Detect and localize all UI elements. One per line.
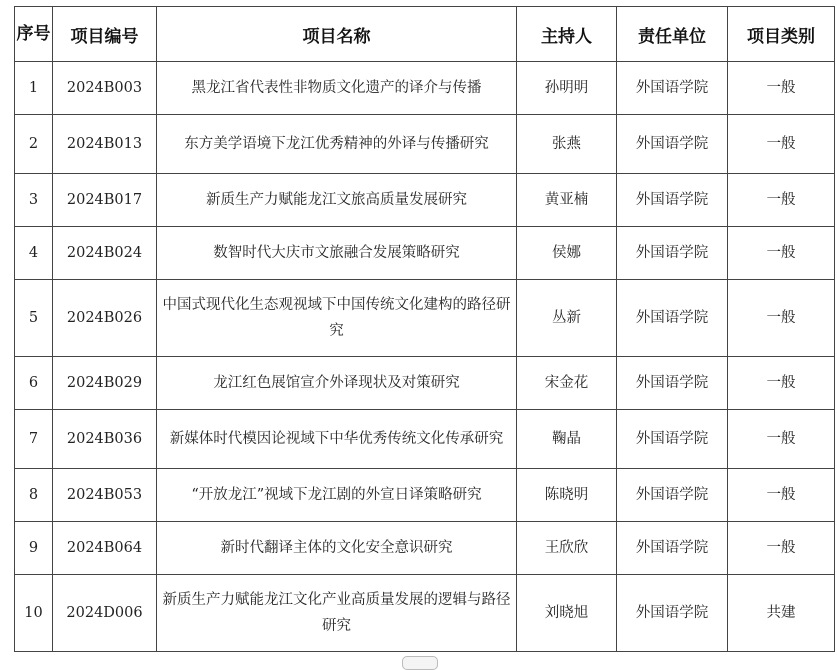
cell-name: 龙江红色展馆宣介外译现状及对策研究 (157, 357, 517, 410)
cell-name: 新质生产力赋能龙江文旅高质量发展研究 (157, 174, 517, 227)
cell-unit: 外国语学院 (617, 575, 728, 652)
header-category: 项目类别 (728, 7, 835, 62)
cell-index: 7 (15, 410, 53, 469)
table-row (15, 469, 835, 522)
cell-code: 2024B024 (53, 227, 157, 280)
cell-unit: 外国语学院 (617, 280, 728, 357)
cell-name: 中国式现代化生态观视域下中国传统文化建构的路径研究 (157, 280, 517, 357)
cell-category: 一般 (728, 62, 835, 115)
cell-name: 新时代翻译主体的文化安全意识研究 (157, 522, 517, 575)
cell-index: 6 (15, 357, 53, 410)
cell-category: 一般 (728, 174, 835, 227)
cell-index: 9 (15, 522, 53, 575)
header-host: 主持人 (517, 7, 617, 62)
table-row (15, 62, 835, 115)
cell-code: 2024B036 (53, 410, 157, 469)
cell-unit: 外国语学院 (617, 227, 728, 280)
cell-category: 一般 (728, 115, 835, 174)
cell-unit: 外国语学院 (617, 522, 728, 575)
cell-code: 2024B017 (53, 174, 157, 227)
cell-name: 黑龙江省代表性非物质文化遗产的译介与传播 (157, 62, 517, 115)
table-row (15, 280, 835, 357)
cell-host: 黄亚楠 (517, 174, 617, 227)
cell-category: 一般 (728, 469, 835, 522)
cell-index: 5 (15, 280, 53, 357)
cell-category: 一般 (728, 410, 835, 469)
cell-index: 4 (15, 227, 53, 280)
cell-index: 1 (15, 62, 53, 115)
cell-name: 新质生产力赋能龙江文化产业高质量发展的逻辑与路径研究 (157, 575, 517, 652)
table-row (15, 227, 835, 280)
cell-index: 2 (15, 115, 53, 174)
header-name: 项目名称 (157, 7, 517, 62)
projects-table (14, 6, 835, 652)
cell-host: 丛新 (517, 280, 617, 357)
cell-name: “开放龙江”视域下龙江剧的外宣日译策略研究 (157, 469, 517, 522)
header-index: 序号 (15, 7, 53, 62)
cell-unit: 外国语学院 (617, 357, 728, 410)
cell-index: 10 (15, 575, 53, 652)
cell-host: 鞠晶 (517, 410, 617, 469)
cell-host: 孙明明 (517, 62, 617, 115)
cell-host: 刘晓旭 (517, 575, 617, 652)
table-row (15, 410, 835, 469)
cell-host: 侯娜 (517, 227, 617, 280)
cell-category: 共建 (728, 575, 835, 652)
cell-code: 2024B029 (53, 357, 157, 410)
table-row (15, 522, 835, 575)
cell-code: 2024B003 (53, 62, 157, 115)
cell-host: 宋金花 (517, 357, 617, 410)
cell-unit: 外国语学院 (617, 469, 728, 522)
cell-code: 2024D006 (53, 575, 157, 652)
table-row (15, 174, 835, 227)
cell-name: 东方美学语境下龙江优秀精神的外译与传播研究 (157, 115, 517, 174)
cell-category: 一般 (728, 227, 835, 280)
cell-index: 8 (15, 469, 53, 522)
table-row (15, 575, 835, 652)
header-unit: 责任单位 (617, 7, 728, 62)
table-row (15, 115, 835, 174)
cell-unit: 外国语学院 (617, 115, 728, 174)
cell-unit: 外国语学院 (617, 62, 728, 115)
cell-category: 一般 (728, 522, 835, 575)
cell-code: 2024B064 (53, 522, 157, 575)
scroll-handle[interactable] (402, 656, 438, 670)
cell-code: 2024B026 (53, 280, 157, 357)
cell-code: 2024B013 (53, 115, 157, 174)
cell-name: 新媒体时代模因论视域下中华优秀传统文化传承研究 (157, 410, 517, 469)
header-row (15, 7, 835, 62)
cell-category: 一般 (728, 280, 835, 357)
cell-host: 陈晓明 (517, 469, 617, 522)
table-row (15, 357, 835, 410)
cell-category: 一般 (728, 357, 835, 410)
cell-index: 3 (15, 174, 53, 227)
cell-host: 张燕 (517, 115, 617, 174)
cell-host: 王欣欣 (517, 522, 617, 575)
header-code: 项目编号 (53, 7, 157, 62)
cell-unit: 外国语学院 (617, 174, 728, 227)
cell-unit: 外国语学院 (617, 410, 728, 469)
cell-code: 2024B053 (53, 469, 157, 522)
cell-name: 数智时代大庆市文旅融合发展策略研究 (157, 227, 517, 280)
